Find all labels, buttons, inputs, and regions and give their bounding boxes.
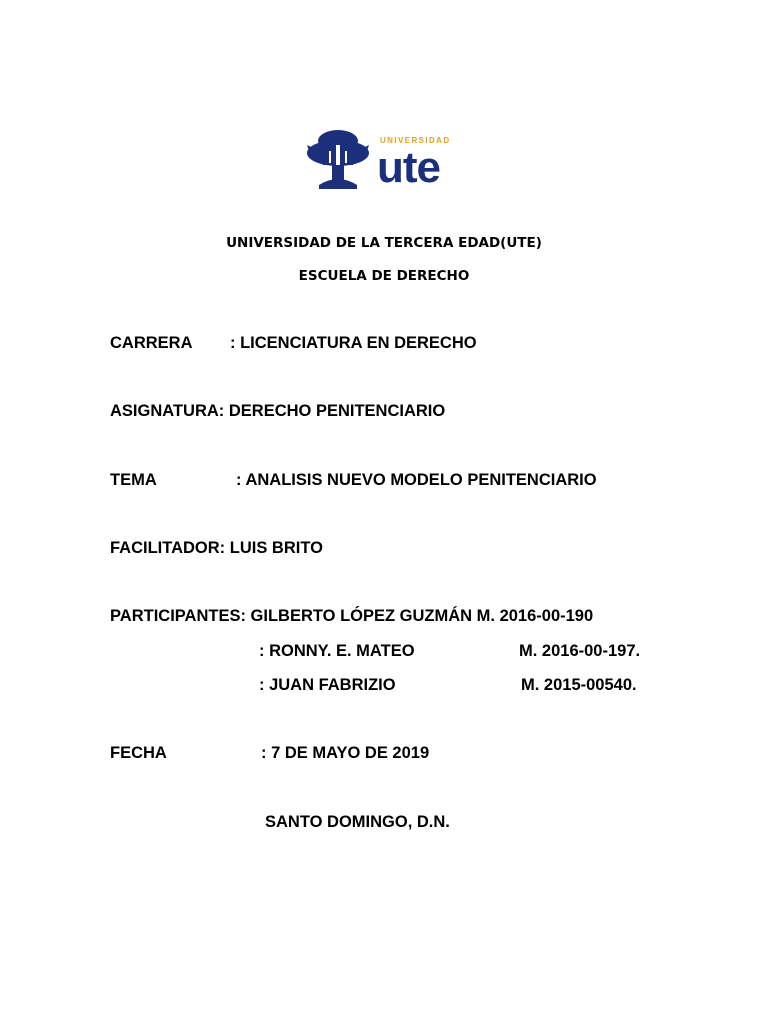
facilitador-line: FACILITADOR: LUIS BRITO bbox=[110, 539, 323, 557]
tema-value: : ANALISIS NUEVO MODELO PENITENCIARIO bbox=[236, 471, 597, 489]
university-logo bbox=[305, 127, 470, 193]
university-name: UNIVERSIDAD DE LA TERCERA EDAD(UTE) bbox=[226, 235, 542, 251]
logo-small-text: UNIVERSIDAD bbox=[380, 136, 451, 145]
asignatura-line: ASIGNATURA: DERECHO PENITENCIARIO bbox=[110, 402, 446, 420]
participant-2-id: M. 2016-00-197. bbox=[519, 642, 641, 660]
location-line: SANTO DOMINGO, D.N. bbox=[265, 813, 450, 831]
school-name: ESCUELA DE DERECHO bbox=[298, 268, 470, 284]
carrera-label: CARRERA bbox=[110, 334, 193, 352]
fecha-value: : 7 DE MAYO DE 2019 bbox=[261, 744, 430, 762]
carrera-value: : LICENCIATURA EN DERECHO bbox=[230, 334, 477, 352]
participant-3-id: M. 2015-00540. bbox=[521, 676, 637, 694]
logo-big-text: ute bbox=[377, 143, 440, 192]
participantes-line: PARTICIPANTES: GILBERTO LÓPEZ GUZMÁN M. 2016-00-190 bbox=[110, 607, 594, 625]
ute-logo-graphic bbox=[305, 127, 470, 193]
participant-3-name: : JUAN FABRIZIO bbox=[259, 676, 396, 694]
fecha-label: FECHA bbox=[110, 744, 167, 762]
tema-label: TEMA bbox=[110, 471, 157, 489]
participant-2-name: : RONNY. E. MATEO bbox=[259, 642, 415, 660]
